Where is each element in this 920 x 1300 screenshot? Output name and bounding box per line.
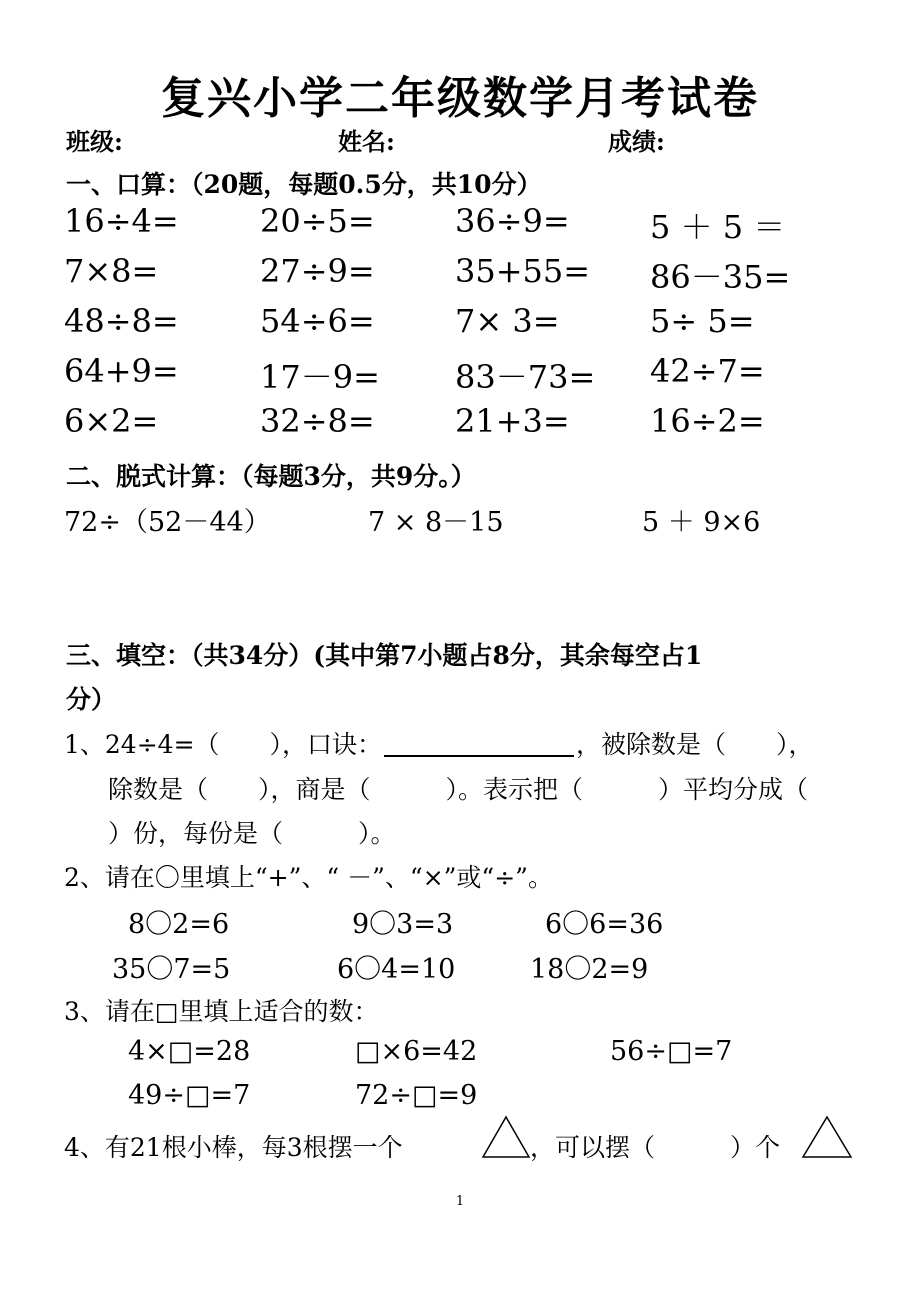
oral-item: 21+3= bbox=[455, 402, 570, 440]
q2-item: 6〇6=36 bbox=[545, 909, 664, 940]
section1-heading: 一、口算：（20题，每题0.5分，共10分） bbox=[66, 170, 542, 199]
calc-item: 72÷（52－44） bbox=[64, 507, 271, 538]
exam-title: 复兴小学二年级数学月考试卷 bbox=[161, 73, 759, 124]
oral-item: 7×8= bbox=[64, 252, 159, 290]
oral-item: 36÷9= bbox=[455, 202, 570, 240]
calc-item: 5 ＋ 9×6 bbox=[642, 507, 761, 538]
section3-heading-cont: 分） bbox=[66, 685, 117, 714]
section2-heading: 二、脱式计算：（每题3分，共9分。） bbox=[66, 462, 476, 491]
q1-text-a: 1、24÷4=（ ），口诀： bbox=[64, 730, 383, 759]
oral-item: 16÷2= bbox=[650, 402, 765, 440]
q3-item: 49÷□=7 bbox=[128, 1080, 251, 1111]
section3-heading: 三、填空：（共34分）(其中第7小题占8分，其余每空占1 bbox=[66, 641, 703, 670]
oral-item: 20÷5= bbox=[260, 202, 375, 240]
q2-instruction: 2、请在〇里填上“+”、“ －”、“×”或“÷”。 bbox=[64, 863, 553, 892]
oral-item: 32÷8= bbox=[260, 402, 375, 440]
q3-item: 72÷□=9 bbox=[355, 1080, 478, 1111]
oral-item: 6×2= bbox=[64, 402, 159, 440]
q3-instruction: 3、请在□里填上适合的数： bbox=[64, 997, 379, 1026]
triangle-icon bbox=[480, 1114, 532, 1160]
page-number: 1 bbox=[455, 1194, 465, 1209]
q2-item: 9〇3=3 bbox=[352, 909, 454, 940]
oral-item: 64+9= bbox=[64, 352, 179, 390]
oral-item: 42÷7= bbox=[650, 352, 765, 390]
oral-item: 5 ＋ 5 ＝ bbox=[650, 208, 786, 246]
oral-item: 48÷8= bbox=[64, 302, 179, 340]
q2-item: 18〇2=9 bbox=[530, 954, 649, 985]
q3-item: 4×□=28 bbox=[128, 1036, 251, 1067]
triangle-icon bbox=[800, 1114, 854, 1160]
q4-text-b: ，可以摆（ ）个 bbox=[530, 1133, 781, 1162]
q1-line3: ）份，每份是（ ）。 bbox=[108, 819, 396, 848]
oral-item: 86－35= bbox=[650, 258, 791, 296]
oral-item: 17－9= bbox=[260, 358, 380, 396]
calc-item: 7 × 8－15 bbox=[368, 507, 504, 538]
q1-line1 bbox=[64, 725, 814, 761]
answer-blank-line bbox=[384, 729, 574, 757]
oral-item: 27÷9= bbox=[260, 252, 375, 290]
oral-item: 7× 3= bbox=[455, 302, 560, 340]
score-label: 成绩: bbox=[608, 127, 665, 156]
oral-item: 83－73= bbox=[455, 358, 596, 396]
q3-item: □×6=42 bbox=[355, 1036, 478, 1067]
q4-text-a: 4、有21根小棒，每3根摆一个 bbox=[64, 1133, 403, 1162]
oral-item: 16÷4= bbox=[64, 202, 179, 240]
oral-item: 35+55= bbox=[455, 252, 591, 290]
class-label: 班级: bbox=[66, 127, 123, 156]
name-label: 姓名: bbox=[338, 127, 395, 156]
q3-item: 56÷□=7 bbox=[610, 1036, 733, 1067]
q2-item: 35〇7=5 bbox=[112, 954, 231, 985]
oral-item: 54÷6= bbox=[260, 302, 375, 340]
oral-item: 5÷ 5= bbox=[650, 302, 755, 340]
q2-item: 8〇2=6 bbox=[128, 909, 230, 940]
q1-text-b: ，被除数是（ ）， bbox=[576, 730, 814, 759]
q2-item: 6〇4=10 bbox=[337, 954, 456, 985]
q1-line2: 除数是（ ），商是（ ）。表示把（ ）平均分成（ bbox=[108, 775, 809, 804]
